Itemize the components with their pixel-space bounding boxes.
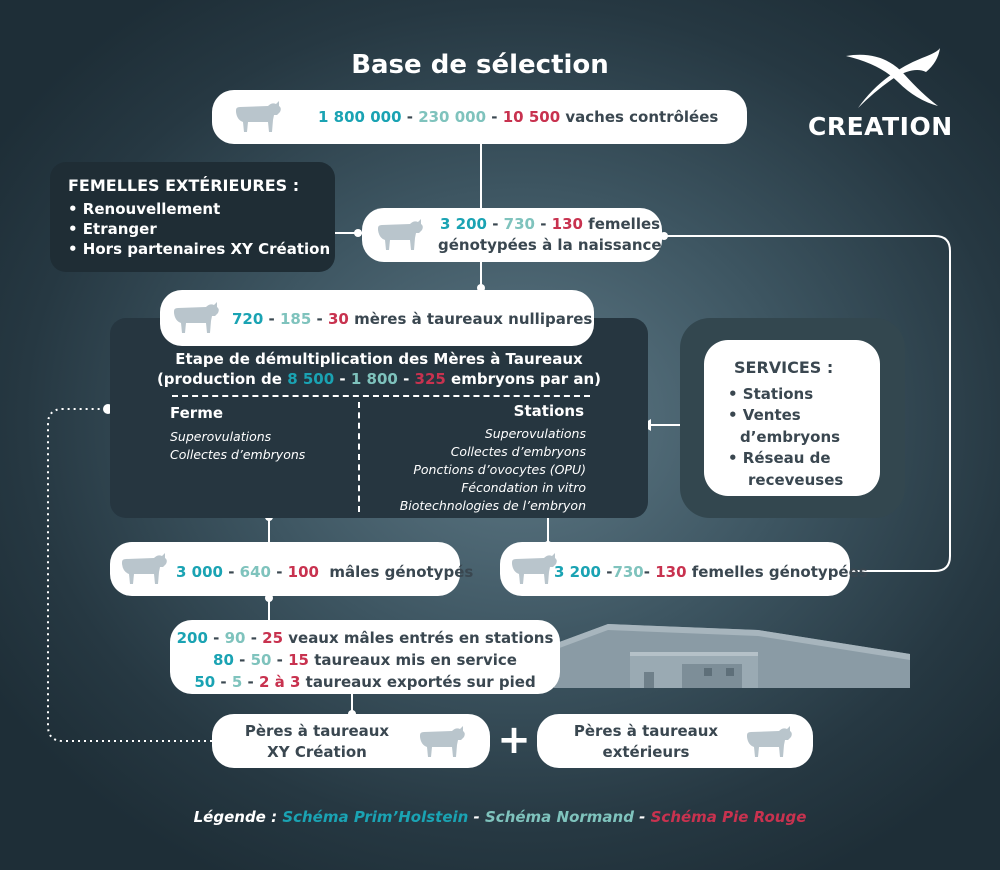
femelles-naissance-label: femelles xyxy=(582,215,661,233)
taureaux-exportes-holstein: 50 xyxy=(194,673,216,691)
males-holstein: 3 000 xyxy=(176,563,223,581)
males-normand: 640 xyxy=(239,563,271,581)
sep: - xyxy=(263,310,280,328)
stations-item: Ponctions d’ovocytes (OPU) xyxy=(413,462,586,477)
stations-figures-box xyxy=(170,620,560,694)
sep: - xyxy=(245,629,263,647)
vaches-pie-rouge: 10 500 xyxy=(502,108,561,126)
sep: - xyxy=(401,108,419,126)
stations-item: Biotechnologies de l’embryon xyxy=(399,498,586,513)
sep: - xyxy=(334,370,351,388)
plus-sign: + xyxy=(497,717,531,763)
sep: - xyxy=(271,651,289,669)
stations-item: Collectes d’embryons xyxy=(450,444,586,459)
sep: - xyxy=(397,370,415,388)
cow-icon xyxy=(234,100,282,134)
meres-pie-rouge: 30 xyxy=(327,310,349,328)
femelles-naissance-holstein: 3 200 xyxy=(440,215,487,233)
legend-prim-holstein: Schéma Prim’Holstein xyxy=(282,808,469,826)
sep: - xyxy=(207,629,225,647)
taureaux-exportes-label: taureaux exportés sur pied xyxy=(300,673,536,691)
services-box xyxy=(704,340,880,496)
femelles-naissance-label2: génotypées à la naissance xyxy=(438,236,662,254)
logo xyxy=(808,44,968,144)
cow-icon xyxy=(120,552,168,586)
taureaux-exportes-pie-rouge: 2 à 3 xyxy=(258,673,301,691)
meres-box xyxy=(160,290,594,346)
services-panel xyxy=(680,318,905,518)
males-label: mâles génotypés xyxy=(318,563,474,581)
embryons-normand: 1 800 xyxy=(350,370,398,388)
peres-xy-line2: XY Création xyxy=(267,743,367,761)
embryons-pie-rouge: 325 xyxy=(414,370,446,388)
stations-list xyxy=(400,425,586,515)
taureaux-service-label: taureaux mis en service xyxy=(309,651,517,669)
sep: - xyxy=(486,108,503,126)
services-item: • Ventes xyxy=(728,406,801,424)
peres-xy-box xyxy=(212,714,490,768)
xy-logo-icon xyxy=(842,44,942,108)
veaux-holstein: 200 xyxy=(176,629,208,647)
femelles-naissance-box xyxy=(362,208,662,262)
legend-normand: Schéma Normand xyxy=(485,808,634,826)
etape-line2-post: embryons par an) xyxy=(445,370,602,388)
vaches-normand: 230 000 xyxy=(418,108,487,126)
peres-ext-line2: extérieurs xyxy=(602,743,690,761)
etape-line2-pre: (production de xyxy=(156,370,288,388)
legend-pie-rouge: Schéma Pie Rouge xyxy=(650,808,807,826)
vaches-label: vaches contrôlées xyxy=(560,108,719,126)
vaches-box xyxy=(212,90,747,144)
etape-line1: Etape de démultiplication des Mères à Taureaux xyxy=(175,350,583,368)
femelles-geno-pie-rouge: 130 xyxy=(655,563,687,581)
embryons-holstein: 8 500 xyxy=(287,370,335,388)
sep: - xyxy=(534,215,552,233)
services-item: • Réseau de xyxy=(728,449,831,467)
peres-exterieurs-box xyxy=(537,714,813,768)
ferme-heading: Ferme xyxy=(170,404,224,422)
femelles-geno-normand: 730 xyxy=(612,563,644,581)
cow-icon xyxy=(172,301,220,335)
meres-normand: 185 xyxy=(279,310,312,328)
sep: - xyxy=(633,808,651,826)
etape-line2 xyxy=(110,370,648,388)
peres-ext-line1: Pères à taureaux xyxy=(573,722,719,740)
cow-icon xyxy=(510,552,558,586)
sep: - xyxy=(600,563,613,581)
stations-item: Fécondation in vitro xyxy=(461,480,586,495)
sep: - xyxy=(643,563,656,581)
femelles-ext-item: • Hors partenaires XY Création xyxy=(68,240,331,258)
services-heading: SERVICES : xyxy=(734,358,834,377)
femelles-ext-item: • Etranger xyxy=(68,220,157,238)
ferme-item: Superovulations xyxy=(170,429,272,444)
services-item: • Stations xyxy=(728,385,814,403)
sep: - xyxy=(242,673,259,691)
males-pie-rouge: 100 xyxy=(287,563,319,581)
peres-xy-line1: Pères à taureaux xyxy=(244,722,390,740)
veaux-pie-rouge: 25 xyxy=(262,629,284,647)
cow-icon xyxy=(745,725,793,759)
femelles-geno-holstein: 3 200 xyxy=(554,563,601,581)
femelles-ext-item: • Renouvellement xyxy=(68,200,221,218)
taureaux-service-normand: 50 xyxy=(250,651,272,669)
services-item: receveuses xyxy=(748,471,844,489)
vaches-holstein: 1 800 000 xyxy=(318,108,402,126)
cow-icon xyxy=(418,725,466,759)
sep: - xyxy=(215,673,232,691)
femelles-ext-heading: FEMELLES EXTÉRIEURES : xyxy=(68,176,300,195)
veaux-label: veaux mâles entrés en stations xyxy=(283,629,554,647)
legend xyxy=(0,808,1000,826)
males-box xyxy=(110,542,474,596)
sep: - xyxy=(486,215,504,233)
sep: - xyxy=(468,808,485,826)
page-title: Base de sélection xyxy=(351,50,609,80)
dashed-divider-horizontal xyxy=(172,395,590,397)
ferme-list xyxy=(170,428,305,464)
barn-icon xyxy=(548,622,928,694)
stations-item: Superovulations xyxy=(484,426,586,441)
femelles-exterieures-box xyxy=(50,162,335,272)
logo-text: CREATION xyxy=(808,112,953,141)
femelles-naissance-normand: 730 xyxy=(503,215,535,233)
sep: - xyxy=(311,310,328,328)
femelles-naissance-pie-rouge: 130 xyxy=(551,215,583,233)
femelles-genotypees-box xyxy=(500,542,868,596)
sep: - xyxy=(222,563,240,581)
ferme-item: Collectes d’embryons xyxy=(170,447,306,462)
cow-icon xyxy=(376,218,424,252)
etape-demultiplication-box xyxy=(110,318,648,518)
stations-heading: Stations xyxy=(513,402,584,420)
legend-prefix: Légende : xyxy=(193,808,283,826)
sep: - xyxy=(233,651,251,669)
taureaux-service-pie-rouge: 15 xyxy=(288,651,309,669)
taureaux-service-holstein: 80 xyxy=(213,651,234,669)
meres-label: mères à taureaux nullipares xyxy=(348,310,593,328)
dashed-divider-vertical xyxy=(358,402,360,512)
services-item: d’embryons xyxy=(740,428,841,446)
veaux-normand: 90 xyxy=(224,629,246,647)
taureaux-exportes-normand: 5 xyxy=(231,673,243,691)
meres-holstein: 720 xyxy=(232,310,264,328)
sep: - xyxy=(270,563,288,581)
femelles-geno-label: femelles génotypées xyxy=(686,563,868,581)
